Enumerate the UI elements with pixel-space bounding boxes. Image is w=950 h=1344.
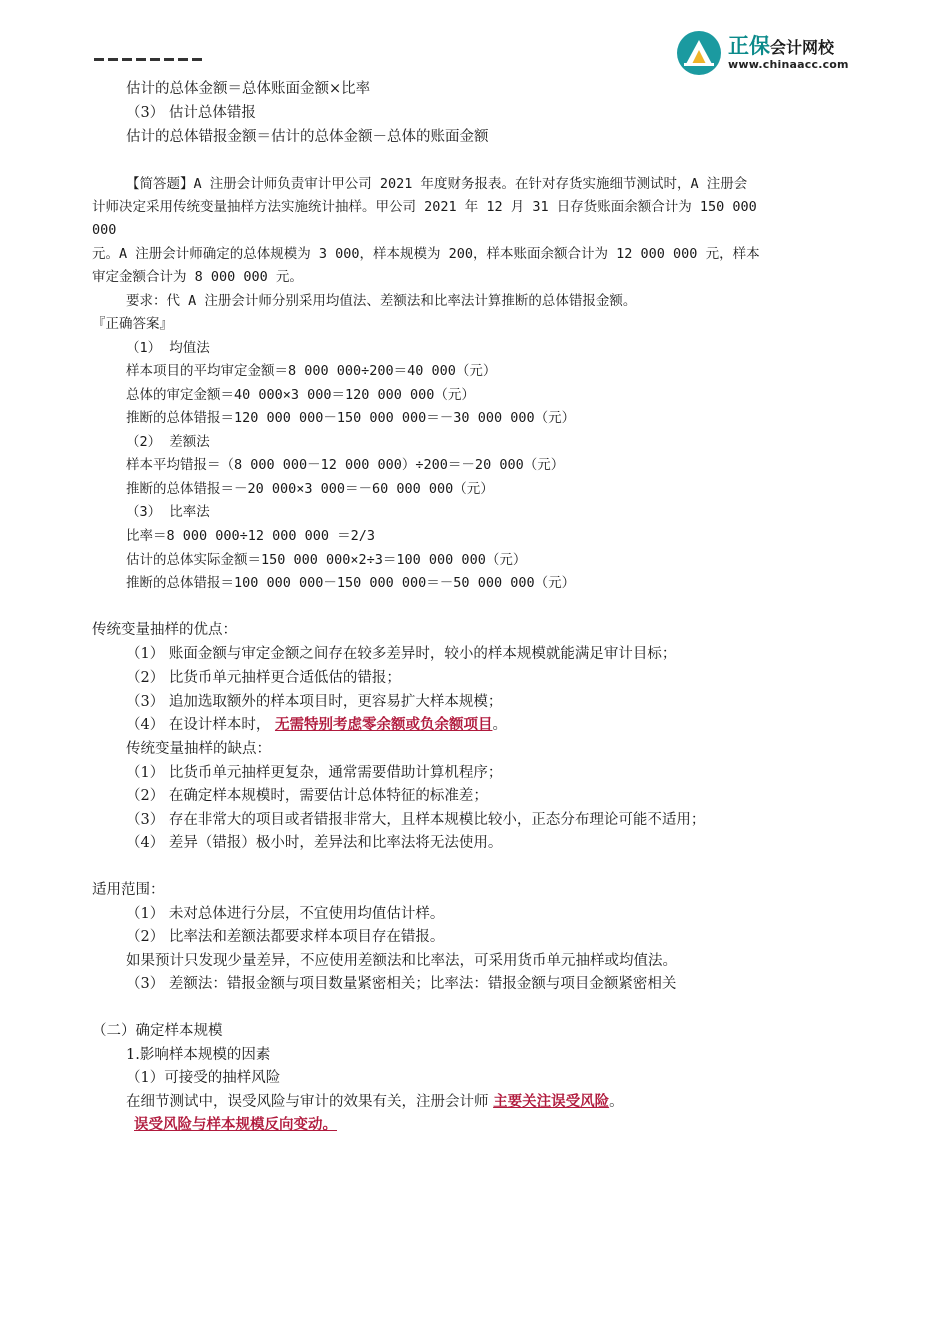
scope-title: 适用范围：: [92, 882, 165, 898]
brand-main: 正保: [728, 34, 770, 58]
brand-sub: 会计网校: [770, 38, 835, 57]
method-3-line-1: 比率＝8 000 000÷12 000 000 ＝2/3: [126, 528, 376, 544]
scope-2-note: 如果预计只发现少量差异，不应使用差额法和比率法，可采用货币单元抽样或均值法。: [126, 953, 677, 969]
disadvantages-title: 传统变量抽样的缺点：: [126, 741, 271, 757]
method-1-title: （1） 均值法: [126, 340, 210, 356]
logo-mark-icon: [676, 30, 722, 76]
advantage-1: （1） 账面金额与审定金额之间存在较多差异时，较小的样本规模就能满足审计目标；: [126, 646, 677, 662]
question-line-1: 【简答题】A 注册会计师负责审计甲公司 2021 年度财务报表。在针对存货实施细节测试时，A 注册会: [126, 176, 748, 192]
advantages-title: 传统变量抽样的优点：: [92, 622, 237, 638]
method-2-title: （2） 差额法: [126, 434, 210, 450]
factors-title: 1.影响样本规模的因素: [126, 1047, 271, 1063]
advantage-4: [126, 715, 507, 735]
question-line-5: 审定金额合计为 8 000 000 元。: [92, 269, 303, 285]
factor-1-text-suffix: 。: [609, 1094, 624, 1110]
disadvantage-2: （2） 在确定样本规模时，需要估计总体特征的标准差；: [126, 788, 488, 804]
advantage-3: （3） 追加选取额外的样本项目时，更容易扩大样本规模；: [126, 694, 503, 710]
question-line-4: 元。A 注册会计师确定的总体规模为 3 000，样本规模为 200，样本账面余额合计为 12 000 000 元，样本: [92, 246, 760, 262]
intro-line-2: （3） 估计总体错报: [126, 105, 256, 121]
method-3-line-3: 推断的总体错报＝100 000 000－150 000 000＝－50 000 000（元）: [126, 575, 576, 591]
advantage-2: （2） 比货币单元抽样更合适低估的错报；: [126, 670, 401, 686]
factor-1-text-prefix: 在细节测试中，误受风险与审计的效果有关，注册会计师: [126, 1094, 494, 1110]
brand-url: www.chinaacc.com: [728, 58, 849, 71]
factor-1-text: [126, 1092, 624, 1112]
factor-1-note: [134, 1115, 337, 1135]
scope-3: （3） 差额法：错报金额与项目数量紧密相关；比率法：错报金额与项目金额紧密相关: [126, 976, 677, 992]
clipped-line: [94, 58, 234, 62]
question-line-2: 计师决定采用传统变量抽样方法实施统计抽样。甲公司 2021 年 12 月 31 日存货账面余额合计为 150 000: [92, 199, 757, 215]
method-3-title: （3） 比率法: [126, 504, 210, 520]
method-3-line-2: 估计的总体实际金额＝150 000 000×2÷3＝100 000 000（元）: [126, 552, 527, 568]
method-2-line-2: 推断的总体错报＝－20 000×3 000＝－60 000 000（元）: [126, 481, 494, 497]
scope-2: （2） 比率法和差额法都要求样本项目存在错报。: [126, 929, 445, 945]
factor-1-highlight: 主要关注误受风险: [493, 1094, 610, 1110]
advantage-4-prefix: （4） 在设计样本时，: [126, 717, 271, 733]
disadvantage-4: （4） 差异（错报）极小时，差异法和比率法将无法使用。: [126, 835, 503, 851]
question-line-3: 000: [92, 222, 117, 238]
method-1-line-3: 推断的总体错报＝120 000 000－150 000 000＝－30 000 000（元）: [126, 410, 576, 426]
method-1-line-2: 总体的审定金额＝40 000×3 000＝120 000 000（元）: [126, 387, 475, 403]
brand-name: [728, 30, 834, 60]
intro-line-3: 估计的总体错报金额＝估计的总体金额－总体的账面金额: [126, 129, 489, 145]
disadvantage-3: （3） 存在非常大的项目或者错报非常大，且样本规模比较小，正态分布理论可能不适用；: [126, 812, 706, 828]
brand-logo: [676, 26, 866, 78]
sample-size-title: （二）确定样本规模: [92, 1023, 223, 1039]
method-1-line-1: 样本项目的平均审定金额＝8 000 000÷200＝40 000（元）: [126, 363, 497, 379]
intro-line-1: 估计的总体金额＝总体账面金额×比率: [126, 81, 371, 97]
advantage-4-suffix: 。: [492, 717, 507, 733]
factor-1-note-text: 误受风险与样本规模反向变动。: [134, 1117, 337, 1133]
answer-title: 『正确答案』: [92, 316, 173, 332]
advantage-4-highlight: 无需特别考虑零余额或负余额项目: [274, 717, 493, 733]
question-requirement: 要求：代 A 注册会计师分别采用均值法、差额法和比率法计算推断的总体错报金额。: [126, 293, 637, 309]
factor-1-title: （1）可接受的抽样风险: [126, 1070, 281, 1086]
method-2-line-1: 样本平均错报＝（8 000 000－12 000 000）÷200＝－20 000（元）: [126, 457, 565, 473]
scope-1: （1） 未对总体进行分层，不宜使用均值估计样。: [126, 906, 445, 922]
disadvantage-1: （1） 比货币单元抽样更复杂，通常需要借助计算机程序；: [126, 765, 503, 781]
